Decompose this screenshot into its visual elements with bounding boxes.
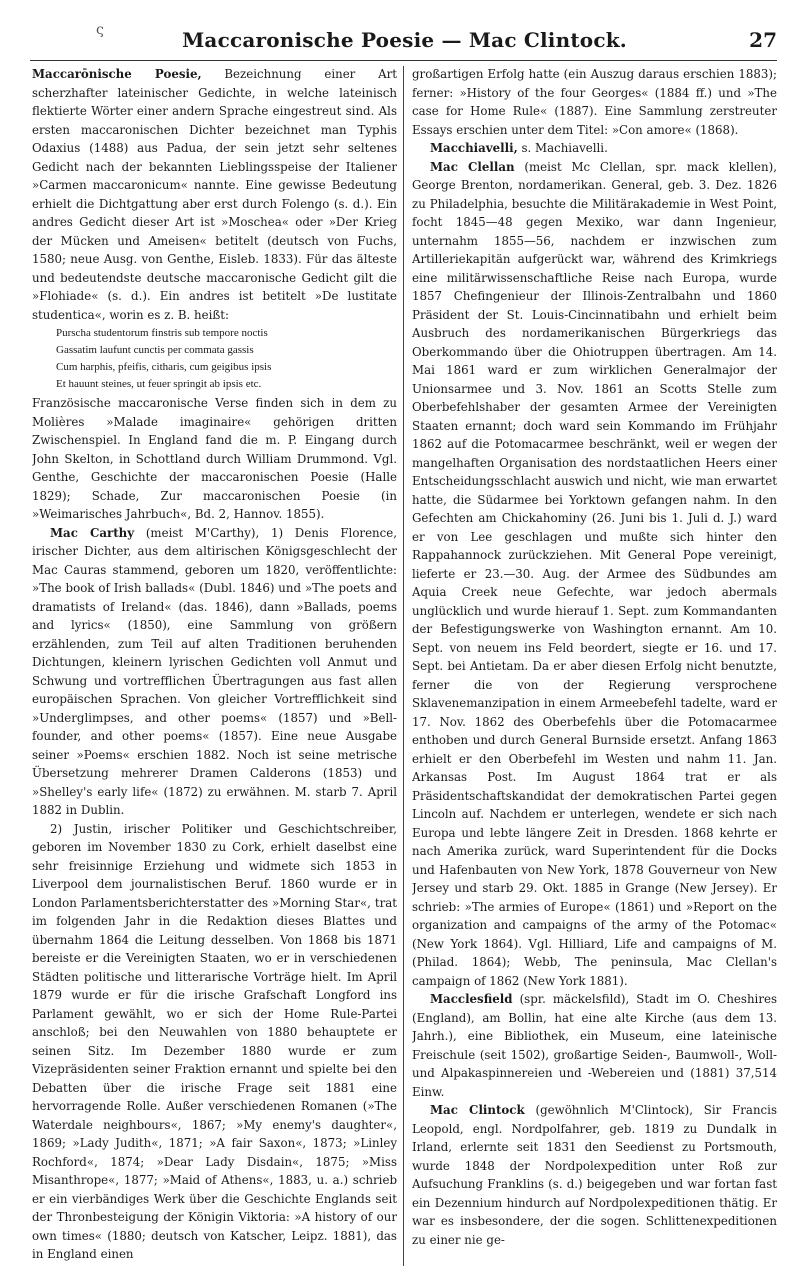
verse-line: Cum harphis, pfeifis, citharis, cum geigibus ipsis (56, 361, 272, 373)
margin-mark: ς (96, 22, 104, 38)
entry-maccaronische-poesie (32, 65, 397, 524)
entry-headword: Mac Clellan (430, 159, 515, 174)
verse-quote (56, 325, 397, 393)
entry-text: Französische maccaronische Verse finden sich in dem zu Molières »Malade imaginaire« gehörigen dritten Zwischenspiel. In England fand die m. P. Eingang durch John Skelton, in Schottland durch William Drummond. Vgl. Genthe, Geschichte der maccaronischen Poesie (Halle 1829); Schade, Zur maccaronischen Poesie (in »Weimarisches Jahrbuch«, Bd. 2, Hannov. 1855). (32, 396, 397, 521)
entry-text: 2) Justin, irischer Politiker und Geschichtschreiber, geboren im November 1830 zu Cork, erhielt daselbst eine sehr freisinnige Erziehung und widmete sich 1853 in Liverpool dem journalistischen Beruf. 1860 wurde er in London Parlamentsberichterstatter des »Morning Star«, trat im folgenden Jahr in die Redaktion dieses Blattes und übernahm 1864 die Leitung desselben. Von 1868 bis 1871 bereiste er die Vereinigten Staaten, wo er in verschiedenen Städten politische und litterarische Vorträge hielt. Im April 1879 wurde er für die irische Grafschaft Longford ins Parlament gewählt, wo er sich der Home Rule-Partei anschloß; bei den Neuwahlen von 1880 behauptete er seinen Sitz. Im Dezember 1880 wurde er zum Vizepräsidenten seiner Fraktion ernannt und spielte bei den Debatten über die irische Frage seit 1881 eine hervorragende Rolle. Außer verschiedenen Romanen (»The Waterdale neighbours«, 1867; »My enemy's daughter«, 1869; »Lady Judith«, 1871; »A fair Saxon«, 1873; »Linley Rochford«, 1874; »Dear Lady Disdain«, 1875; »Miss Misanthrope«, 1877; »Maid of Athens«, 1883, u. a.) schrieb er ein vierbändiges Werk über die Geschichte Englands seit der Thronbesteigung der Königin Viktoria: »A history of our own times« (1880; deutsch von Katscher, Leipz. 1881), das in England einen (32, 821, 397, 1261)
entry-headword: Maccarōnische Poesie, (32, 67, 202, 81)
entry-headword: Mac Carthy (50, 525, 135, 540)
entry-text: Bezeichnung einer Art scherzhafter lateinischer Gedichte, in welche lateinisch flektierte Wörter einer andern Sprache eingestreut sind. Als ersten maccaronischen Dichter bezeichnet man Typhis Odaxius (1488) aus Padua, der sein jetzt sehr seltenes Gedicht nach der bekannten Lieblingsspeise der Italiener »Carmen maccaronicum« nannte. Eine gewisse Bedeutung erhielt die Dichtgattung aber erst durch Folengo (s. d.). Ein andres Gedicht dieser Art ist »Moschea« oder »Der Krieg der Mücken und Ameisen« betitelt (deutsch von Fuchs, 1580; neue Ausg. von Genthe, Eisleb. 1833). Für das älteste und bedeutendste deutsche maccaronische Gedicht gilt die »Flohiade« (s. d.). Ein andres ist betitelt »De lustitate studentica«, worin es z. B. heißt: (32, 67, 397, 322)
entry-text: (spr. mäckelsfild), Stadt im O. Cheshires (England), am Bollin, hat eine alte Kirche (aus dem 13. Jahrh.), eine Bibliothek, ein Museum, eine lateinische Freischule (seit 1502), großartige Seiden-, Baumwoll-, Woll- und Alpakaspinnereien und -Webereien und (1881) 37,514 Einw. (412, 992, 777, 1099)
entry-mac-clintock (412, 1101, 777, 1249)
page-header (32, 28, 777, 58)
left-column (32, 65, 397, 1270)
verse-line: Gassatim laufunt cunctis per commata gassis (56, 344, 254, 356)
entry-macclesfield (412, 990, 777, 1101)
entry-continuation: großartigen Erfolg hatte (ein Auszug daraus erschien 1883); ferner: »History of the four Georges« (1884 ff.) und »The case for Home Rule« (1887). Eine Sammlung zerstreuter Essays erschien unter dem Titel: »Con amore« (1868). (412, 67, 777, 137)
entry-macchiavelli (412, 139, 777, 158)
entry-headword: Macchiavelli, (430, 141, 518, 155)
entry-mac-carthy (32, 524, 397, 1264)
entry-mac-clellan (412, 158, 777, 991)
entry-text: (gewöhnlich M'Clintock), Sir Francis Leopold, engl. Nordpolfahrer, geb. 1819 zu Dundalk in Irland, erlernte seit 1831 den Seedienst zu Portsmouth, wurde 1848 der Nordpolexpedition unter Roß zur Aufsuchung Franklins (s. d.) beigegeben und war fortan fast ein Dezennium hindurch auf Nordpolexpeditionen thätig. Er war es insbesondere, der die sogen. Schlittenexpeditionen zu einer nie ge- (412, 1103, 777, 1247)
entry-text: s. Machiavelli. (521, 141, 608, 155)
verse-line: Purscha studentorum finstris sub tempore noctis (56, 327, 268, 339)
running-head: Maccaronische Poesie — Mac Clintock. (182, 28, 627, 52)
right-column (412, 65, 777, 1270)
entry-headword: Mac Clintock (430, 1103, 525, 1117)
verse-line: Et hauunt steines, ut feuer springit ab ipsis etc. (56, 378, 262, 390)
header-rule (30, 60, 777, 61)
entry-headword: Macclesfield (430, 992, 513, 1006)
page-number: 27 (749, 28, 777, 52)
entry-text: (meist M'Carthy), 1) Denis Florence, irischer Dichter, aus dem altirischen Königsgeschlecht der Mac Cauras stammend, geboren um 1820, veröffentlichte: »The book of Irish ballads« (Dubl. 1846) und »The poets and dramatists of Ireland« (das. 1846), dann »Ballads, poems and lyrics« (1850), eine Sammlung von größern erzählenden, zum Teil auf alten Traditionen beruhenden Dichtungen, kleinern lyrischen Gedichten voll Anmut und Schwung und vortrefflichen Übertragungen aus fast allen europäischen Sprachen. Von gleicher Vortrefflichkeit sind »Underglimpses, and other poems« (1857) und »Bell-founder, and other poems« (1857). Eine neue Ausgabe seiner »Poems« erschien 1882. Noch ist seine metrische Übersetzung mehrerer Dramen Calderons (1853) und »Shelley's early life« (1872) zu erwähnen. M. starb 7. April 1882 in Dublin. (32, 525, 397, 817)
column-divider (403, 66, 404, 1266)
entry-text: (meist Mc Clellan, spr. mack klellen), George Brenton, nordamerikan. General, geb. 3. Dez. 1826 zu Philadelphia, besuchte die Militärakademie in West Point, focht 1845—48 gegen Mexiko, war dann Ingenieur, unternahm 1855—56, nachdem er inzwischen zum Artilleriekapitän aufgerückt war, während des Krimkriegs eine militärwissenschaftliche Reise nach Europa, wurde 1857 Chefingenieur der Illinois-Zentralbahn und 1860 Präsident der St. Louis-Cincinnatibahn und erhielt beim Ausbruch des nordamerikanischen Bürgerkriegs das Oberkommando über die Ohiotruppen übertragen. Am 14. Mai 1861 ward er zum wirklichen Generalmajor der Unionsarmee und 3. Nov. 1861 an Scotts Stelle zum Oberbefehlshaber der gesamten Armee der Vereinigten Staaten ernannt; doch ward sein Kommando im Frühjahr 1862 auf die Potomacarmee beschränkt, weil er wegen der mangelhaften Organisation des nordstaatlichen Heers einer Entscheidungsschlacht auswich und nicht, wie man erwartet hatte, die Südarmee bei Yorktown gefangen nahm. In den Gefechten am Chickahominy (26. Juni bis 1. Juli d. J.) ward er von Lee geschlagen und mußte sich hinter den Rappahannock zurückziehen. Mit General Pope vereinigt, lieferte er 23.—30. Aug. der Armee des Südbundes am Aquia Creek neue Gefechte, war jedoch abermals unglücklich und wurde hierauf 1. Sept. zum Kommandanten der Befestigungswerke von Washington ernannt. Am 10. Sept. von neuem ins Feld beordert, siegte er 16. und 17. Sept. bei Antietam. Da er aber diesen Erfolg nicht benutzte, ferner die von der Regierung versprochene Sklavenemanzipation in einem Armeebefehl tadelte, ward er 17. Nov. 1862 des Oberbefehls über die Potomacarmee enthoben und durch General Burnside ersetzt. Anfang 1863 erhielt er den Oberbefehl im Westen und nahm 11. Jan. Arkansas Post. Im August 1864 trat er als Präsidentschaftskandidat der demokratischen Partei gegen Lincoln auf. Nachdem er unterlegen, wendete er sich nach Europa und lebte längere Zeit in Dresden. 1868 kehrte er nach Amerika zurück, ward Superintendent für die Docks und Hafenbauten von New York, 1878 Gouverneur von New Jersey und starb 29. Okt. 1885 in Grange (New Jersey). Er schrieb: »The armies of Europe« (1861) und »Report on the organization and campaigns of the army of the Potomac« (New York 1864). Vgl. Hilliard, Life and campaigns of M. (Philad. 1864); Webb, The peninsula, Mac Clellan's campaign of 1862 (New York 1881). (412, 159, 777, 988)
